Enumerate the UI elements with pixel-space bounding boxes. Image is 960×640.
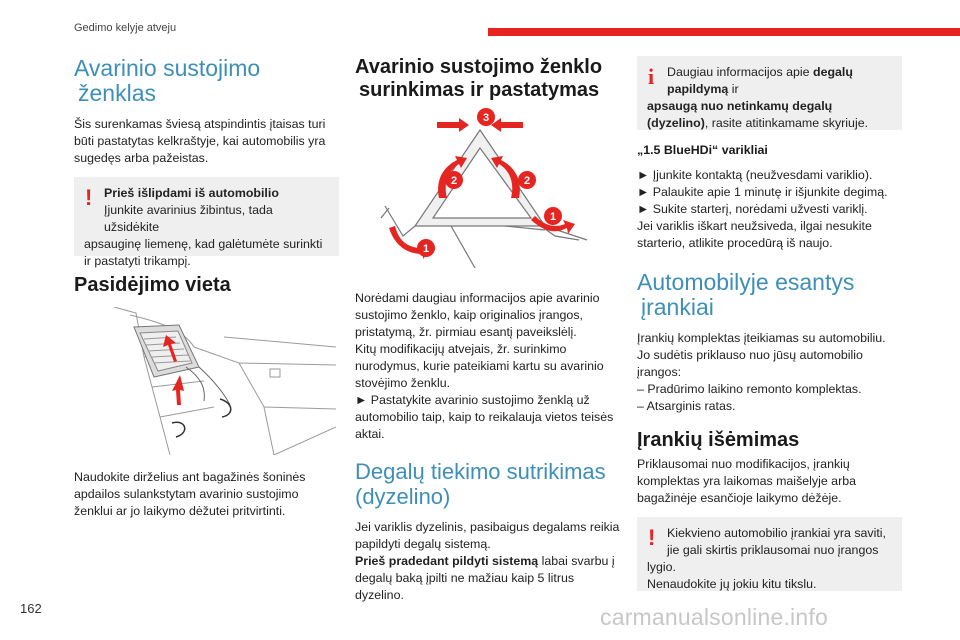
storage-caption: Naudokite dirželius ant bagažinės šoninės apdailos sulankstytam avarinio sustojimo ženklui ar jo laikymo dėžutei pritvirtinti. [74,470,306,518]
column-2 [355,56,620,604]
watermark: carmanualsonline.info [600,604,828,630]
header-accent-bar [488,28,960,36]
assembly-text-3: ► Pastatykite avarinio sustojimo ženklą už automobilio taip, kaip to reikalauja vietos teisės aktai. [355,393,614,441]
exclamation-icon: ! [648,525,656,550]
info-icon: i [648,64,655,89]
running-header: Gedimo kelyje atveju [74,22,177,34]
marker-1-right: 1 [549,211,557,223]
section-title-tools: Automobilyje esantys įrankiai [637,269,855,320]
trunk-storage-figure [74,307,336,455]
removal-text: Priklausomai nuo modifikacijos, įrankių komplektas yra laikomas maišelyje arba bagažinėje esančioje laikymo dėžėje. [637,457,856,505]
triangle-illustration [355,108,620,278]
column-1 [74,56,339,520]
fuel-text-1: Jei variklis dyzelinis, pasibaigus degalams reikia papildyti degalų sistemą. [355,520,620,551]
warning-title: Prieš išlipdami iš automobilio [104,186,279,200]
subsection-title-removal: Įrankių išėmimas [637,429,800,451]
section-title-assembly: Avarinio sustojimo ženklo surinkimas ir pastatymas [355,56,603,101]
info-box: i Daugiau informacijos apie degalų papildymą ir apsaugą nuo netinkamų degalų (dyzelino), rasite atitinkamame skyriuje. [637,56,902,130]
tools-list-item-2: – Atsarginis ratas. [637,399,736,413]
page-number: 162 [20,601,42,616]
marker-1-left: 1 [422,243,430,255]
subsection-title-storage: Pasidėjimo vieta [74,274,231,296]
fuel-text-2: Prieš pradedant pildyti sistemą labai svarbu į degalų baką įpilti ne mažiau kaip 5 litrus dyzelino. [355,554,615,602]
intro-text: Šis surenkamas šviesą atspindintis įtaisas turi būti pastatytas kelkraštyje, kai automobilis yra sugedęs arba pažeistas. [74,117,326,165]
step-1: ► Įjunkite kontaktą (neužvesdami variklio). [637,168,873,182]
trunk-illustration [74,307,336,455]
step-3: ► Sukite starterį, norėdami užvesti variklį. [637,202,868,216]
tools-list-item-1: – Pradūrimo laikino remonto komplektas. [637,382,862,396]
warning-rest: apsauginę liemenę, kad galėtumėte surinkti ir pastatyti trikampį. [84,237,323,268]
engine-title: „1.5 BlueHDi“ varikliai [637,143,768,157]
assembly-text-2: Kitų modifikacijų atvejais, žr. surinkimo nurodymus, kurie pateikiami kartu su avarinio stovėjimo ženklu. [355,342,604,390]
assembly-text-1: Norėdami daugiau informacijos apie avarinio sustojimo ženklo, kaip originalios įrangos, pristatymą, žr. pirmiau esantį paveikslėlį. [355,291,600,339]
marker-2-right: 2 [523,175,531,187]
warning-box [74,177,339,268]
marker-3: 3 [482,112,490,124]
column-3 [637,56,902,591]
tools-warning-box: ! Kiekvieno automobilio įrankiai yra saviti, jie gali skirtis priklausomai nuo įrangos lygio. Nenaudokite jų jokiu kitu tikslu. [637,517,902,591]
exclamation-icon: ! [85,185,93,210]
tools-text: Įrankių komplektas įteikiamas su automobiliu. Jo sudėtis priklauso nuo jūsų automobilio įrangos: [637,331,886,379]
step-2: ► Palaukite apie 1 minutę ir išjunkite degimą. [637,185,888,199]
marker-2-left: 2 [450,175,458,187]
warning-line1: Įjunkite avarinius žibintus, tada užsidėkite [104,203,273,234]
triangle-assembly-figure [355,108,620,278]
section-title-warning-triangle: Avarinio sustojimo ženklas [74,55,261,106]
section-title-fuel: Degalų tiekimo sutrikimas (dyzelino) [355,459,606,509]
after-steps-text: Jei variklis iškart neužsiveda, ilgai nesukite starterio, atlikite procedūrą iš naujo. [637,219,872,250]
